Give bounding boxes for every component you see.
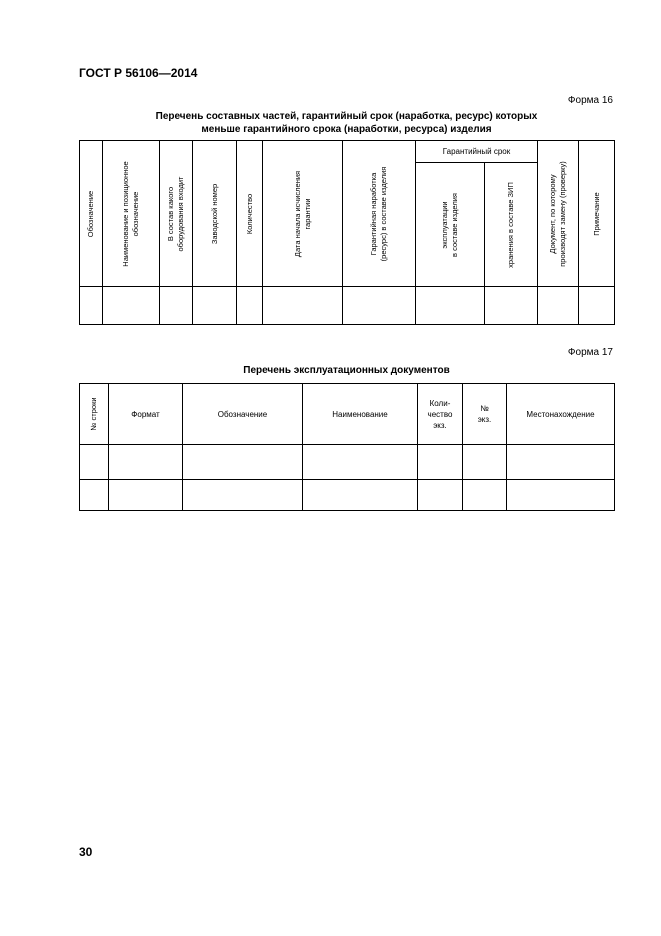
table-cell <box>193 287 237 325</box>
form-17-title: Перечень эксплуатационных документов <box>243 365 450 376</box>
table-cell <box>183 445 303 480</box>
header-warranty-period: Гарантийный срок <box>416 141 538 163</box>
table-cell <box>463 480 507 511</box>
header-format: Формат <box>109 384 183 445</box>
table-cell <box>485 287 538 325</box>
table-cell <box>507 445 615 480</box>
table-cell <box>263 287 343 325</box>
header-equipment: В состав какого оборудования входит <box>160 141 193 287</box>
table-cell <box>109 445 183 480</box>
form-16-title-line1: Перечень составных частей, гарантийный срок (наработка, ресурс) которых <box>155 111 538 122</box>
table-row <box>80 445 615 480</box>
header-copy-number: № экз. <box>463 384 507 445</box>
page-number: 30 <box>79 845 93 859</box>
table-cell <box>343 287 416 325</box>
table-cell <box>237 287 263 325</box>
table-cell <box>80 445 109 480</box>
table-cell <box>103 287 160 325</box>
header-row-no: № строки <box>80 384 109 445</box>
form-16-title-line2: меньше гарантийного срока (наработки, ресурса) изделия <box>201 124 492 135</box>
header-document: Документ, по которому производят замену (проверку) <box>538 141 579 287</box>
table-cell <box>538 287 579 325</box>
header-quantity: Количество <box>237 141 263 287</box>
table-cell <box>418 445 463 480</box>
form-17-table <box>79 383 615 511</box>
header-storage: хранения в составе ЗИП <box>485 163 538 287</box>
table-cell <box>463 445 507 480</box>
header-name-position: Наименование и позиционное обозначение <box>103 141 160 287</box>
form-16-title <box>79 110 614 136</box>
table-cell <box>160 287 193 325</box>
header-designation: Обозначение <box>183 384 303 445</box>
table-cell <box>183 480 303 511</box>
table-cell <box>579 287 615 325</box>
header-name: Наименование <box>303 384 418 445</box>
table-cell <box>416 287 485 325</box>
table-cell <box>507 480 615 511</box>
table-cell <box>303 445 418 480</box>
header-warranty-runtime: Гарантийная наработка (ресурс) в составе изделия <box>343 141 416 287</box>
standard-header: ГОСТ Р 56106—2014 <box>79 66 198 80</box>
form-16-empty-row <box>80 287 615 325</box>
header-location: Местонахождение <box>507 384 615 445</box>
header-operation: эксплуатации в составе изделия <box>416 163 485 287</box>
header-quantity-copies: Коли- чество экз. <box>418 384 463 445</box>
table-cell <box>109 480 183 511</box>
header-note: Примечание <box>579 141 615 287</box>
form-16-table <box>79 140 615 325</box>
form-17-label: Форма 17 <box>567 347 613 358</box>
header-start-date: Дата начала исчисления гарантии <box>263 141 343 287</box>
form-16-label: Форма 16 <box>567 95 613 106</box>
table-row <box>80 480 615 511</box>
table-cell <box>80 480 109 511</box>
header-serial: Заводской номер <box>193 141 237 287</box>
table-cell <box>303 480 418 511</box>
header-designation: Обозначение <box>80 141 103 287</box>
table-cell <box>80 287 103 325</box>
table-cell <box>418 480 463 511</box>
